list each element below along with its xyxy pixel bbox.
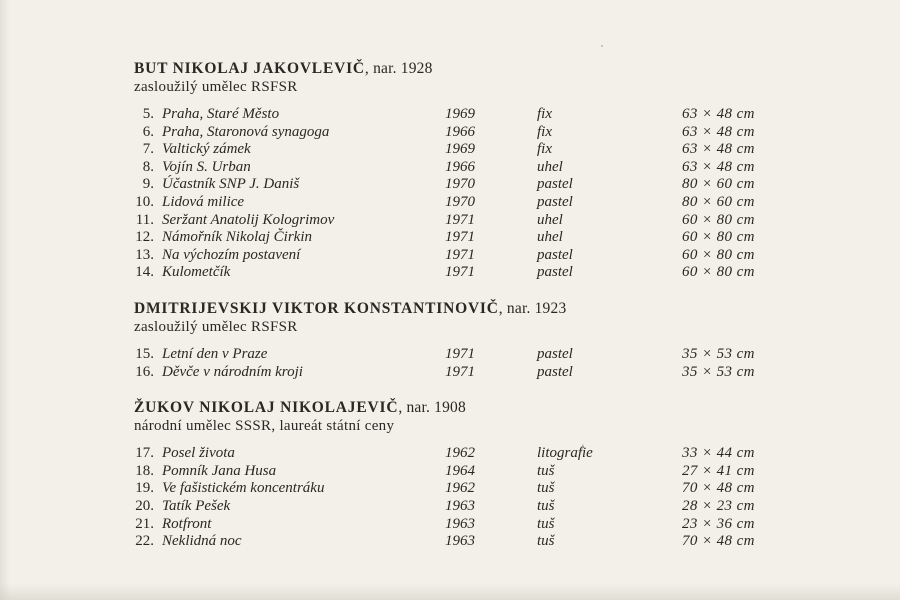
artwork-title: Valtický zámek <box>162 141 251 158</box>
artwork-title: Praha, Staré Město <box>162 106 280 122</box>
artwork-row <box>120 247 800 265</box>
artwork-number: 21. <box>135 515 154 532</box>
artwork-number: 19. <box>135 480 154 497</box>
artwork-row <box>120 264 800 282</box>
artwork-dimensions: 60 × 80 cm <box>682 264 755 281</box>
artist-heading <box>134 300 800 318</box>
artwork-dimensions: 70 × 48 cm <box>682 533 755 550</box>
artwork-title: Rotfront <box>162 515 212 532</box>
artwork-dimensions: 33 × 44 cm <box>682 445 755 462</box>
artist-name: BUT NIKOLAJ JAKOVLEVIČ <box>134 60 365 77</box>
artwork-year: 1963 <box>445 533 475 550</box>
artwork-row <box>120 194 800 212</box>
artwork-technique: pastel <box>537 264 573 281</box>
artwork-dimensions: 80 × 60 cm <box>682 193 755 210</box>
artwork-number: 12. <box>135 229 154 246</box>
artwork-row <box>120 445 800 463</box>
artwork-row <box>120 346 800 364</box>
artist-birth-year: , nar. 1928 <box>364 60 433 77</box>
artwork-row <box>120 516 800 534</box>
artwork-year: 1962 <box>445 480 475 497</box>
artwork-number: 8. <box>142 158 154 175</box>
artist-birth-year: , nar. 1908 <box>398 399 466 417</box>
artwork-row <box>120 212 800 230</box>
artwork-number: 6. <box>142 123 154 140</box>
artwork-dimensions: 35 × 53 cm <box>682 363 755 380</box>
artist-birth-year: , nar. 1923 <box>498 299 567 317</box>
artwork-year: 1971 <box>445 211 475 228</box>
artwork-technique: pastel <box>537 176 573 193</box>
artwork-year: 1971 <box>445 345 475 362</box>
artwork-technique: fix <box>537 141 552 158</box>
artist-section <box>120 399 800 551</box>
artist-name: ŽUKOV NIKOLAJ NIKOLAJEVIČ <box>134 399 399 417</box>
artwork-dimensions: 23 × 36 cm <box>682 515 755 532</box>
artwork-technique: tuš <box>537 533 555 550</box>
artwork-year: 1970 <box>445 176 475 193</box>
artwork-dimensions: 28 × 23 cm <box>682 497 755 514</box>
artwork-number: 15. <box>135 345 154 362</box>
artwork-technique: pastel <box>537 193 573 210</box>
artwork-title: Námořník Nikolaj Čirkin <box>162 229 312 246</box>
artist-heading <box>134 399 800 417</box>
artwork-row <box>120 124 800 142</box>
artwork-row <box>120 480 800 498</box>
artwork-row <box>120 159 800 177</box>
artwork-number: 18. <box>135 462 154 479</box>
artwork-number: 10. <box>135 193 154 210</box>
artwork-technique: fix <box>537 106 552 122</box>
artwork-title: Seržant Anatolij Kologrimov <box>162 211 335 228</box>
artwork-number: 5. <box>142 106 154 122</box>
artwork-number: 7. <box>142 141 154 158</box>
artwork-dimensions: 80 × 60 cm <box>682 176 755 193</box>
artwork-number: 17. <box>135 445 154 462</box>
catalog-content <box>120 60 800 569</box>
artwork-year: 1963 <box>445 497 475 514</box>
artwork-technique: fix <box>537 123 552 140</box>
artwork-row <box>120 176 800 194</box>
artwork-year: 1964 <box>445 462 475 479</box>
artwork-number: 20. <box>135 497 154 514</box>
artwork-title: Praha, Staronová synagoga <box>162 123 330 140</box>
artwork-row <box>120 533 800 551</box>
artwork-year: 1969 <box>445 141 475 158</box>
artwork-dimensions: 70 × 48 cm <box>682 480 755 497</box>
artist-honorific: zasloužilý umělec RSFSR <box>134 318 298 335</box>
artwork-dimensions: 63 × 48 cm <box>682 106 755 122</box>
artwork-title: Letní den v Praze <box>162 345 268 362</box>
artwork-title: Děvče v národním kroji <box>162 363 303 380</box>
artwork-year: 1970 <box>445 193 475 210</box>
artwork-number: 22. <box>135 533 154 550</box>
artwork-technique: pastel <box>537 345 573 362</box>
artwork-number: 13. <box>135 246 154 263</box>
artist-section <box>120 60 800 282</box>
artwork-title: Vojín S. Urban <box>162 158 251 175</box>
artist-honorific: národní umělec SSSR, laureát státní ceny <box>134 418 395 435</box>
artwork-title: Kulometčík <box>162 264 231 281</box>
artwork-list <box>120 346 800 381</box>
artwork-year: 1971 <box>445 246 475 263</box>
artwork-technique: tuš <box>537 480 555 497</box>
artwork-dimensions: 63 × 48 cm <box>682 141 755 158</box>
artwork-technique: litografie <box>537 445 593 462</box>
artwork-dimensions: 60 × 80 cm <box>682 211 755 228</box>
artwork-title: Neklidná noc <box>162 533 242 550</box>
artwork-technique: uhel <box>537 158 563 175</box>
artwork-title: Posel života <box>162 445 235 462</box>
artwork-year: 1966 <box>445 123 475 140</box>
artwork-number: 16. <box>135 363 154 380</box>
artwork-row <box>120 229 800 247</box>
artist-heading <box>134 60 800 78</box>
artist-section <box>120 300 800 381</box>
artwork-row <box>120 498 800 516</box>
scan-speck <box>601 45 603 47</box>
artwork-dimensions: 60 × 80 cm <box>682 246 755 263</box>
artwork-technique: pastel <box>537 246 573 263</box>
artwork-year: 1966 <box>445 158 475 175</box>
artist-honorific: zasloužilý umělec RSFSR <box>134 79 298 95</box>
artwork-technique: tuš <box>537 462 555 479</box>
artwork-year: 1971 <box>445 229 475 246</box>
artwork-dimensions: 27 × 41 cm <box>682 462 755 479</box>
artist-name: DMITRIJEVSKIJ VIKTOR KONSTANTINOVIČ <box>134 299 499 317</box>
artwork-technique: uhel <box>537 211 563 228</box>
artwork-technique: tuš <box>537 497 555 514</box>
artwork-row <box>120 141 800 159</box>
artwork-title: Ve fašistickém koncentráku <box>162 480 325 497</box>
artwork-title: Účastník SNP J. Daniš <box>162 176 300 193</box>
artwork-number: 11. <box>135 211 154 228</box>
artwork-technique: pastel <box>537 363 573 380</box>
artwork-list <box>120 106 800 282</box>
artwork-title: Pomník Jana Husa <box>162 462 277 479</box>
artwork-dimensions: 63 × 48 cm <box>682 123 755 140</box>
artwork-year: 1971 <box>445 363 475 380</box>
artwork-dimensions: 63 × 48 cm <box>682 158 755 175</box>
artwork-technique: uhel <box>537 229 563 246</box>
artwork-technique: tuš <box>537 515 555 532</box>
artwork-title: Tatík Pešek <box>162 497 231 514</box>
artwork-year: 1969 <box>445 106 475 122</box>
artwork-year: 1962 <box>445 445 475 462</box>
artwork-title: Lidová milice <box>162 193 245 210</box>
artwork-list <box>120 445 800 551</box>
artwork-dimensions: 35 × 53 cm <box>682 345 755 362</box>
artwork-title: Na výchozím postavení <box>162 246 301 263</box>
artwork-number: 14. <box>135 264 154 281</box>
artwork-year: 1963 <box>445 515 475 532</box>
artwork-number: 9. <box>142 176 154 193</box>
artwork-row <box>120 364 800 382</box>
artwork-row <box>120 106 800 124</box>
artwork-year: 1971 <box>445 264 475 281</box>
artwork-dimensions: 60 × 80 cm <box>682 229 755 246</box>
artwork-row <box>120 463 800 481</box>
